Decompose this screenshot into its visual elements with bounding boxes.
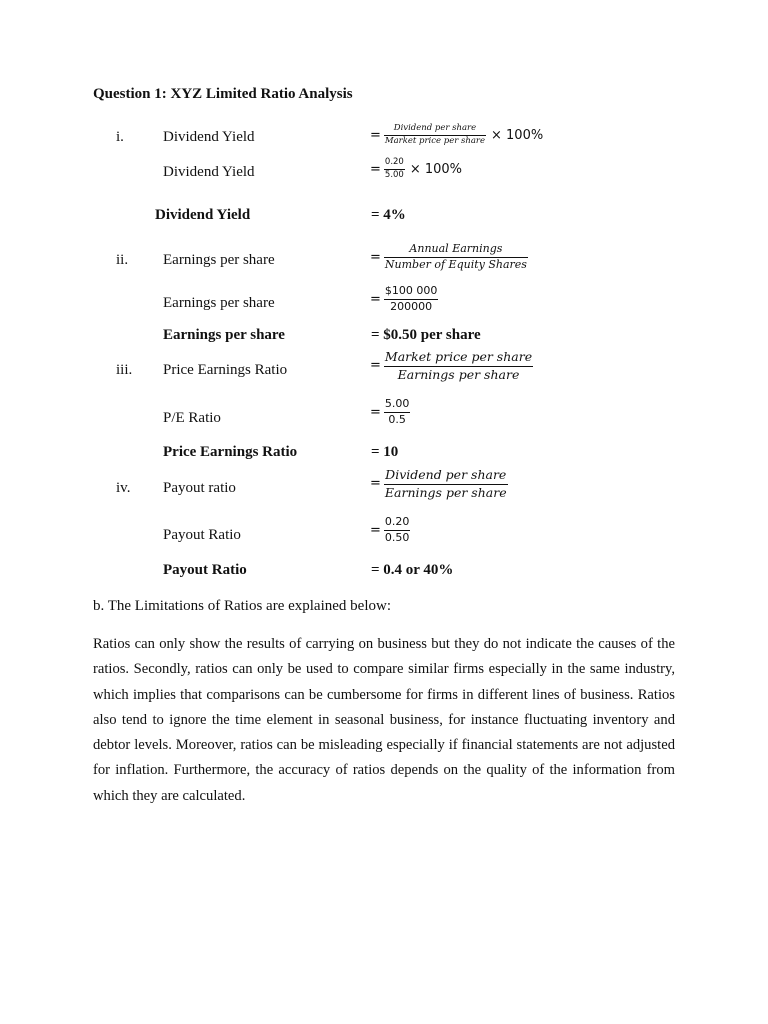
fraction-numerator: Market price per share [384,349,533,364]
item-number-iv: iv. [116,480,131,496]
fraction-numerator: $100 000 [384,284,438,297]
pe-fraction [384,350,533,382]
fraction-numerator: Annual Earnings [409,242,503,255]
pe-formula [370,350,536,382]
fraction-denominator: 0.5 [388,413,406,427]
dividend-yield-formula [370,124,543,147]
pe-values-fraction [384,398,411,426]
payout-fraction [384,468,508,500]
pe-substitution [370,398,413,426]
fraction-numerator: 0.20 [384,515,410,528]
fraction-numerator: Dividend per share [385,467,507,482]
equals-sign: = [370,476,381,492]
eps-formula [370,243,531,271]
payout-result-label: Payout Ratio [163,562,247,578]
item-number-ii: ii. [116,252,129,268]
fraction-denominator: Earnings per share [384,484,507,500]
dividend-yield-fraction [384,124,486,147]
item-number-iii: iii. [116,362,133,378]
equals-sign: = [370,404,381,420]
question-title: Question 1: XYZ Limited Ratio Analysis [93,86,353,102]
payout-values-fraction [384,516,411,544]
fraction-denominator: 5.00 [384,170,404,181]
equals-sign: = [370,291,381,307]
equals-sign: = [370,127,381,143]
eps-fraction [384,243,528,271]
eps-result-label: Earnings per share [163,327,285,343]
fraction-numerator: Dividend per share [393,123,477,133]
eps-result-value: = $0.50 per share [371,327,481,343]
payout-label-2: Payout Ratio [163,527,241,543]
fraction-numerator: 5.00 [384,397,410,410]
times-100-percent: × 100% [409,161,463,177]
eps-substitution [370,285,441,313]
payout-formula [370,468,511,500]
pe-label-2: P/E Ratio [163,410,221,426]
dividend-yield-result-label: Dividend Yield [155,207,251,223]
payout-result-value: = 0.4 or 40% [371,562,454,578]
dividend-yield-label-2: Dividend Yield [163,164,255,180]
dividend-yield-values-fraction [384,158,405,181]
pe-label: Price Earnings Ratio [163,362,288,378]
item-number-i: i. [116,129,124,145]
equals-sign: = [370,522,381,538]
eps-label-2: Earnings per share [163,295,275,311]
dividend-yield-result-value: = 4% [371,207,406,223]
fraction-denominator: Earnings per share [397,366,520,382]
equals-sign: = [370,161,381,177]
pe-result-label: Price Earnings Ratio [163,444,298,460]
limitations-heading: b. The Limitations of Ratios are explained below: [93,598,391,614]
payout-label: Payout ratio [163,480,236,496]
equals-sign: = [370,249,381,265]
pe-result-value: = 10 [371,444,399,460]
limitations-paragraph: Ratios can only show the results of carrying on business but they do not indicate the causes of the ratios. Secondly, ratios can only be used to compare similar firms especially in the same industry, which implies that comparisons can be cumbersome for firms in different lines of business. Ratios also tend to ignore the time element in seasonal business, for instance fluctuating inventory and debtor levels. Moreover, ratios can be misleading especially if financial statements are not adjusted for inflation. Furthermore, the accuracy of ratios depends on the quality of the information from which they are calculated. [93,636,675,804]
eps-values-fraction [384,285,439,313]
equals-sign: = [370,358,381,374]
times-100-percent: × 100% [491,127,544,143]
fraction-denominator: 0.50 [384,531,410,545]
dividend-yield-substitution [370,158,462,181]
fraction-numerator: 0.20 [384,157,404,167]
dividend-yield-label: Dividend Yield [163,129,255,145]
fraction-denominator: Market price per share [384,136,485,147]
fraction-denominator: Number of Equity Shares [384,258,527,272]
fraction-denominator: 200000 [390,300,433,314]
eps-label: Earnings per share [163,252,275,268]
payout-substitution [370,516,413,544]
